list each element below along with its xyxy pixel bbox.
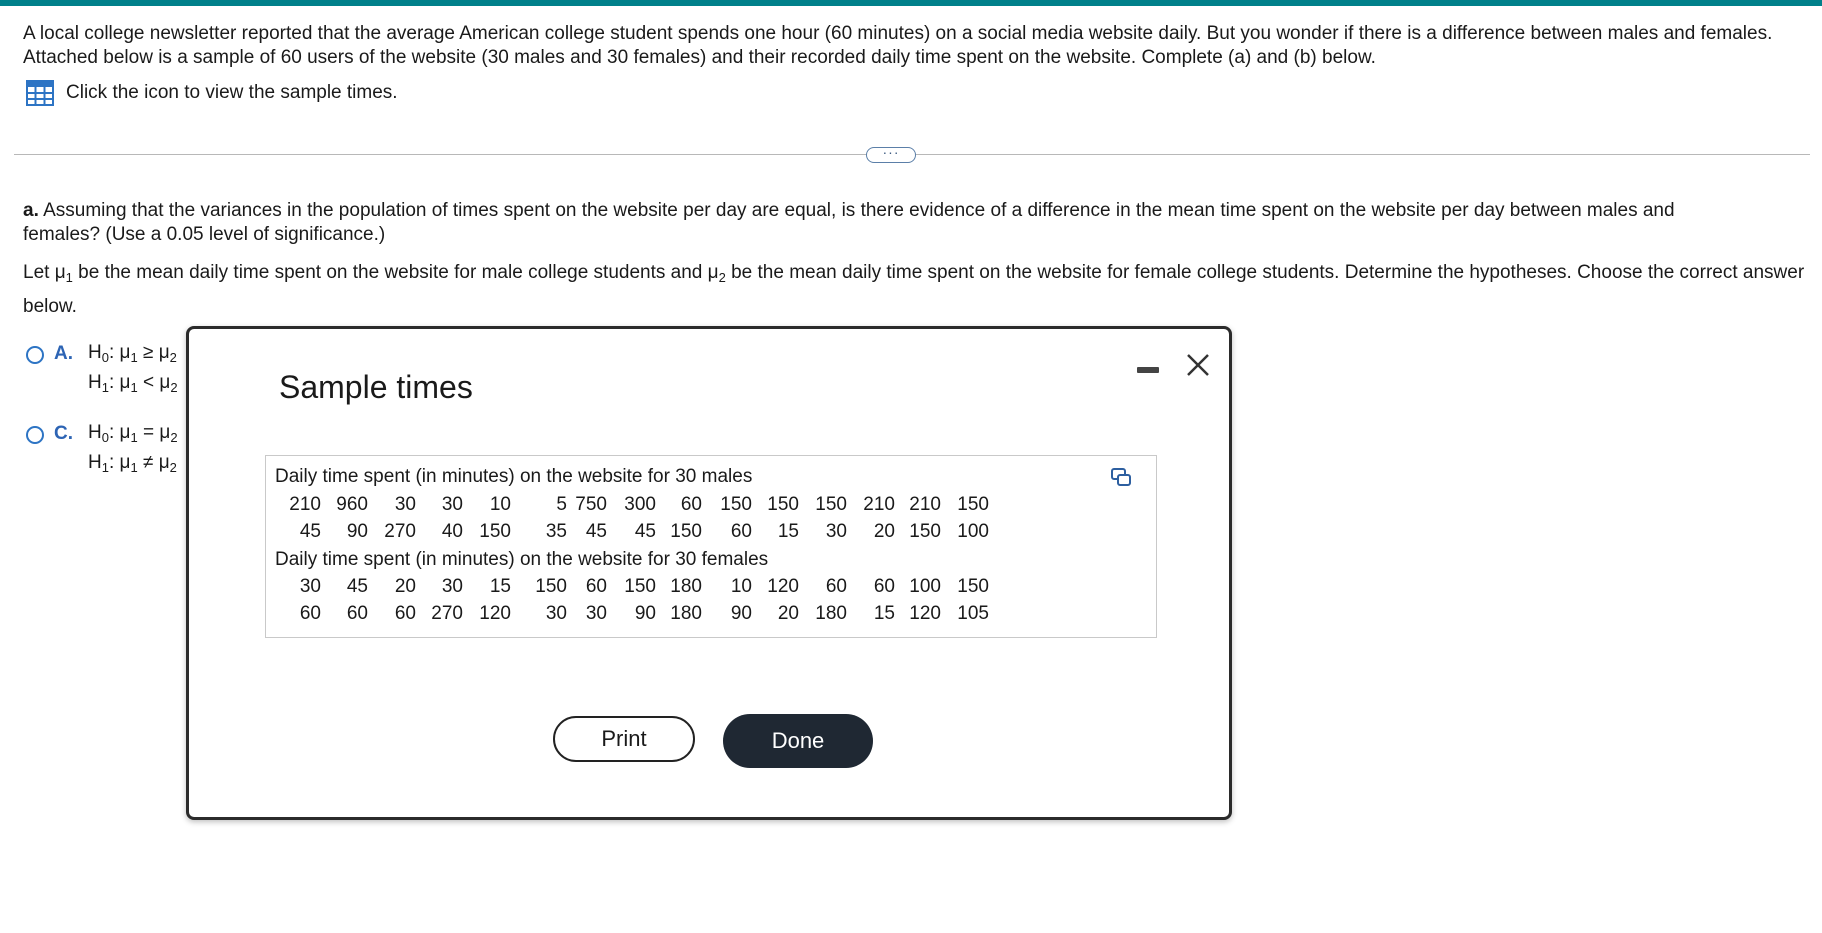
male-row-2 [266, 521, 1116, 545]
part-a-question [23, 199, 1723, 247]
data-cell: 30 [585, 603, 607, 624]
data-cell: 60 [825, 576, 847, 597]
data-cell: 30 [441, 576, 463, 597]
data-cell: 15 [777, 521, 799, 542]
option-c-letter[interactable]: C. [54, 423, 73, 444]
view-sample-times-link[interactable] [26, 80, 398, 106]
data-cell: 300 [624, 494, 656, 515]
option-a-h1: $H_1$: $\mu_1 < \mu_2$ [88, 372, 178, 395]
data-cell: 20 [777, 603, 799, 624]
data-cell: 30 [545, 603, 567, 624]
data-cell: 150 [479, 521, 511, 542]
data-cell: 5 [556, 494, 567, 515]
data-cell: 60 [346, 603, 368, 624]
close-icon[interactable] [1184, 351, 1212, 379]
data-cell: 150 [720, 494, 752, 515]
data-cell: 960 [336, 494, 368, 515]
data-cell: 150 [767, 494, 799, 515]
data-cell: 150 [624, 576, 656, 597]
data-cell: 150 [815, 494, 847, 515]
expand-more-button[interactable]: ··· [866, 147, 916, 163]
data-cell: 90 [634, 603, 656, 624]
option-a-h0: $H_0$: $\mu_1 \ge \mu_2$ [88, 342, 177, 365]
option-c-h0: $H_0$: $\mu_1 = \mu_2$ [88, 422, 178, 445]
data-cell: 150 [535, 576, 567, 597]
dialog-title: Sample times [279, 369, 473, 405]
part-a-label: a. [23, 200, 39, 221]
let-prefix: Let μ [23, 262, 66, 283]
data-cell: 40 [441, 521, 463, 542]
data-cell: 150 [957, 494, 989, 515]
data-cell: 10 [489, 494, 511, 515]
sample-data-table [265, 455, 1157, 638]
data-cell: 30 [299, 576, 321, 597]
data-cell: 750 [575, 494, 607, 515]
minimize-icon[interactable] [1137, 367, 1159, 373]
copy-icon[interactable] [1111, 468, 1131, 486]
option-c-h1: $H_1$: $\mu_1 \ne \mu_2$ [88, 452, 177, 475]
option-a-h1-op: < [143, 372, 155, 393]
problem-statement: A local college newsletter reported that the average American college student spends one hour (60 minutes) on a social media website daily. But you wonder if there is a difference between males and females. Attached below is a sample of 60 users of the website (30 males and 30 females) and their recorded daily time spent on the website. Complete (a) and (b) below. [23, 23, 1773, 68]
data-cell: 100 [957, 521, 989, 542]
data-cell: 35 [545, 521, 567, 542]
male-data-label: Daily time spent (in minutes) on the website for 30 males [275, 466, 753, 487]
option-c-h0-op: = [143, 422, 155, 443]
female-row-2 [266, 603, 1116, 627]
data-cell: 45 [585, 521, 607, 542]
data-cell: 120 [767, 576, 799, 597]
data-cell: 150 [909, 521, 941, 542]
data-cell: 20 [873, 521, 895, 542]
print-button[interactable]: Print [553, 716, 695, 762]
data-cell: 210 [909, 494, 941, 515]
data-cell: 150 [957, 576, 989, 597]
data-cell: 120 [909, 603, 941, 624]
female-row-1 [266, 576, 1116, 600]
data-cell: 20 [394, 576, 416, 597]
data-cell: 270 [431, 603, 463, 624]
data-cell: 30 [394, 494, 416, 515]
let-middle: be the mean daily time spent on the website for male college students and μ [72, 262, 719, 283]
data-cell: 180 [815, 603, 847, 624]
option-a-h0-op: ≥ [143, 342, 154, 363]
let-suffix: be the mean daily time spent on the website for female college students. Determine the hypotheses. Choose the correct answer below. [23, 262, 1805, 317]
data-cell: 210 [289, 494, 321, 515]
mu1-subscript: 1 [65, 270, 73, 285]
sample-times-dialog [186, 326, 1232, 820]
data-cell: 60 [730, 521, 752, 542]
data-cell: 120 [479, 603, 511, 624]
data-cell: 60 [585, 576, 607, 597]
data-cell: 150 [670, 521, 702, 542]
data-cell: 90 [346, 521, 368, 542]
data-cell: 100 [909, 576, 941, 597]
part-a-text: Assuming that the variances in the population of times spent on the website per day are equal, is there evidence of a difference in the mean time spent on the website per day between males and females? (Use a 0.05 level of significance.) [23, 200, 1675, 245]
data-cell: 45 [299, 521, 321, 542]
data-cell: 45 [346, 576, 368, 597]
option-a-letter[interactable]: A. [54, 343, 73, 364]
option-a-radio[interactable] [26, 346, 44, 364]
data-cell: 60 [873, 576, 895, 597]
option-c-radio[interactable] [26, 426, 44, 444]
data-cell: 180 [670, 603, 702, 624]
done-button[interactable]: Done [723, 714, 873, 768]
data-cell: 210 [863, 494, 895, 515]
data-cell: 90 [730, 603, 752, 624]
option-c-h1-op: ≠ [143, 452, 154, 473]
data-cell: 60 [299, 603, 321, 624]
data-cell: 15 [489, 576, 511, 597]
view-link-text[interactable]: Click the icon to view the sample times. [66, 82, 398, 103]
hypothesis-instructions [23, 256, 1813, 324]
male-row-1 [266, 494, 1116, 518]
data-cell: 270 [384, 521, 416, 542]
table-grid-icon[interactable] [26, 80, 54, 106]
data-cell: 105 [957, 603, 989, 624]
top-accent-bar [0, 0, 1822, 6]
female-data-label: Daily time spent (in minutes) on the website for 30 females [275, 549, 769, 570]
data-cell: 15 [873, 603, 895, 624]
data-cell: 60 [680, 494, 702, 515]
data-cell: 30 [441, 494, 463, 515]
data-cell: 180 [670, 576, 702, 597]
mu2-subscript: 2 [718, 270, 726, 285]
data-cell: 60 [394, 603, 416, 624]
data-cell: 10 [730, 576, 752, 597]
data-cell: 30 [825, 521, 847, 542]
data-cell: 45 [634, 521, 656, 542]
